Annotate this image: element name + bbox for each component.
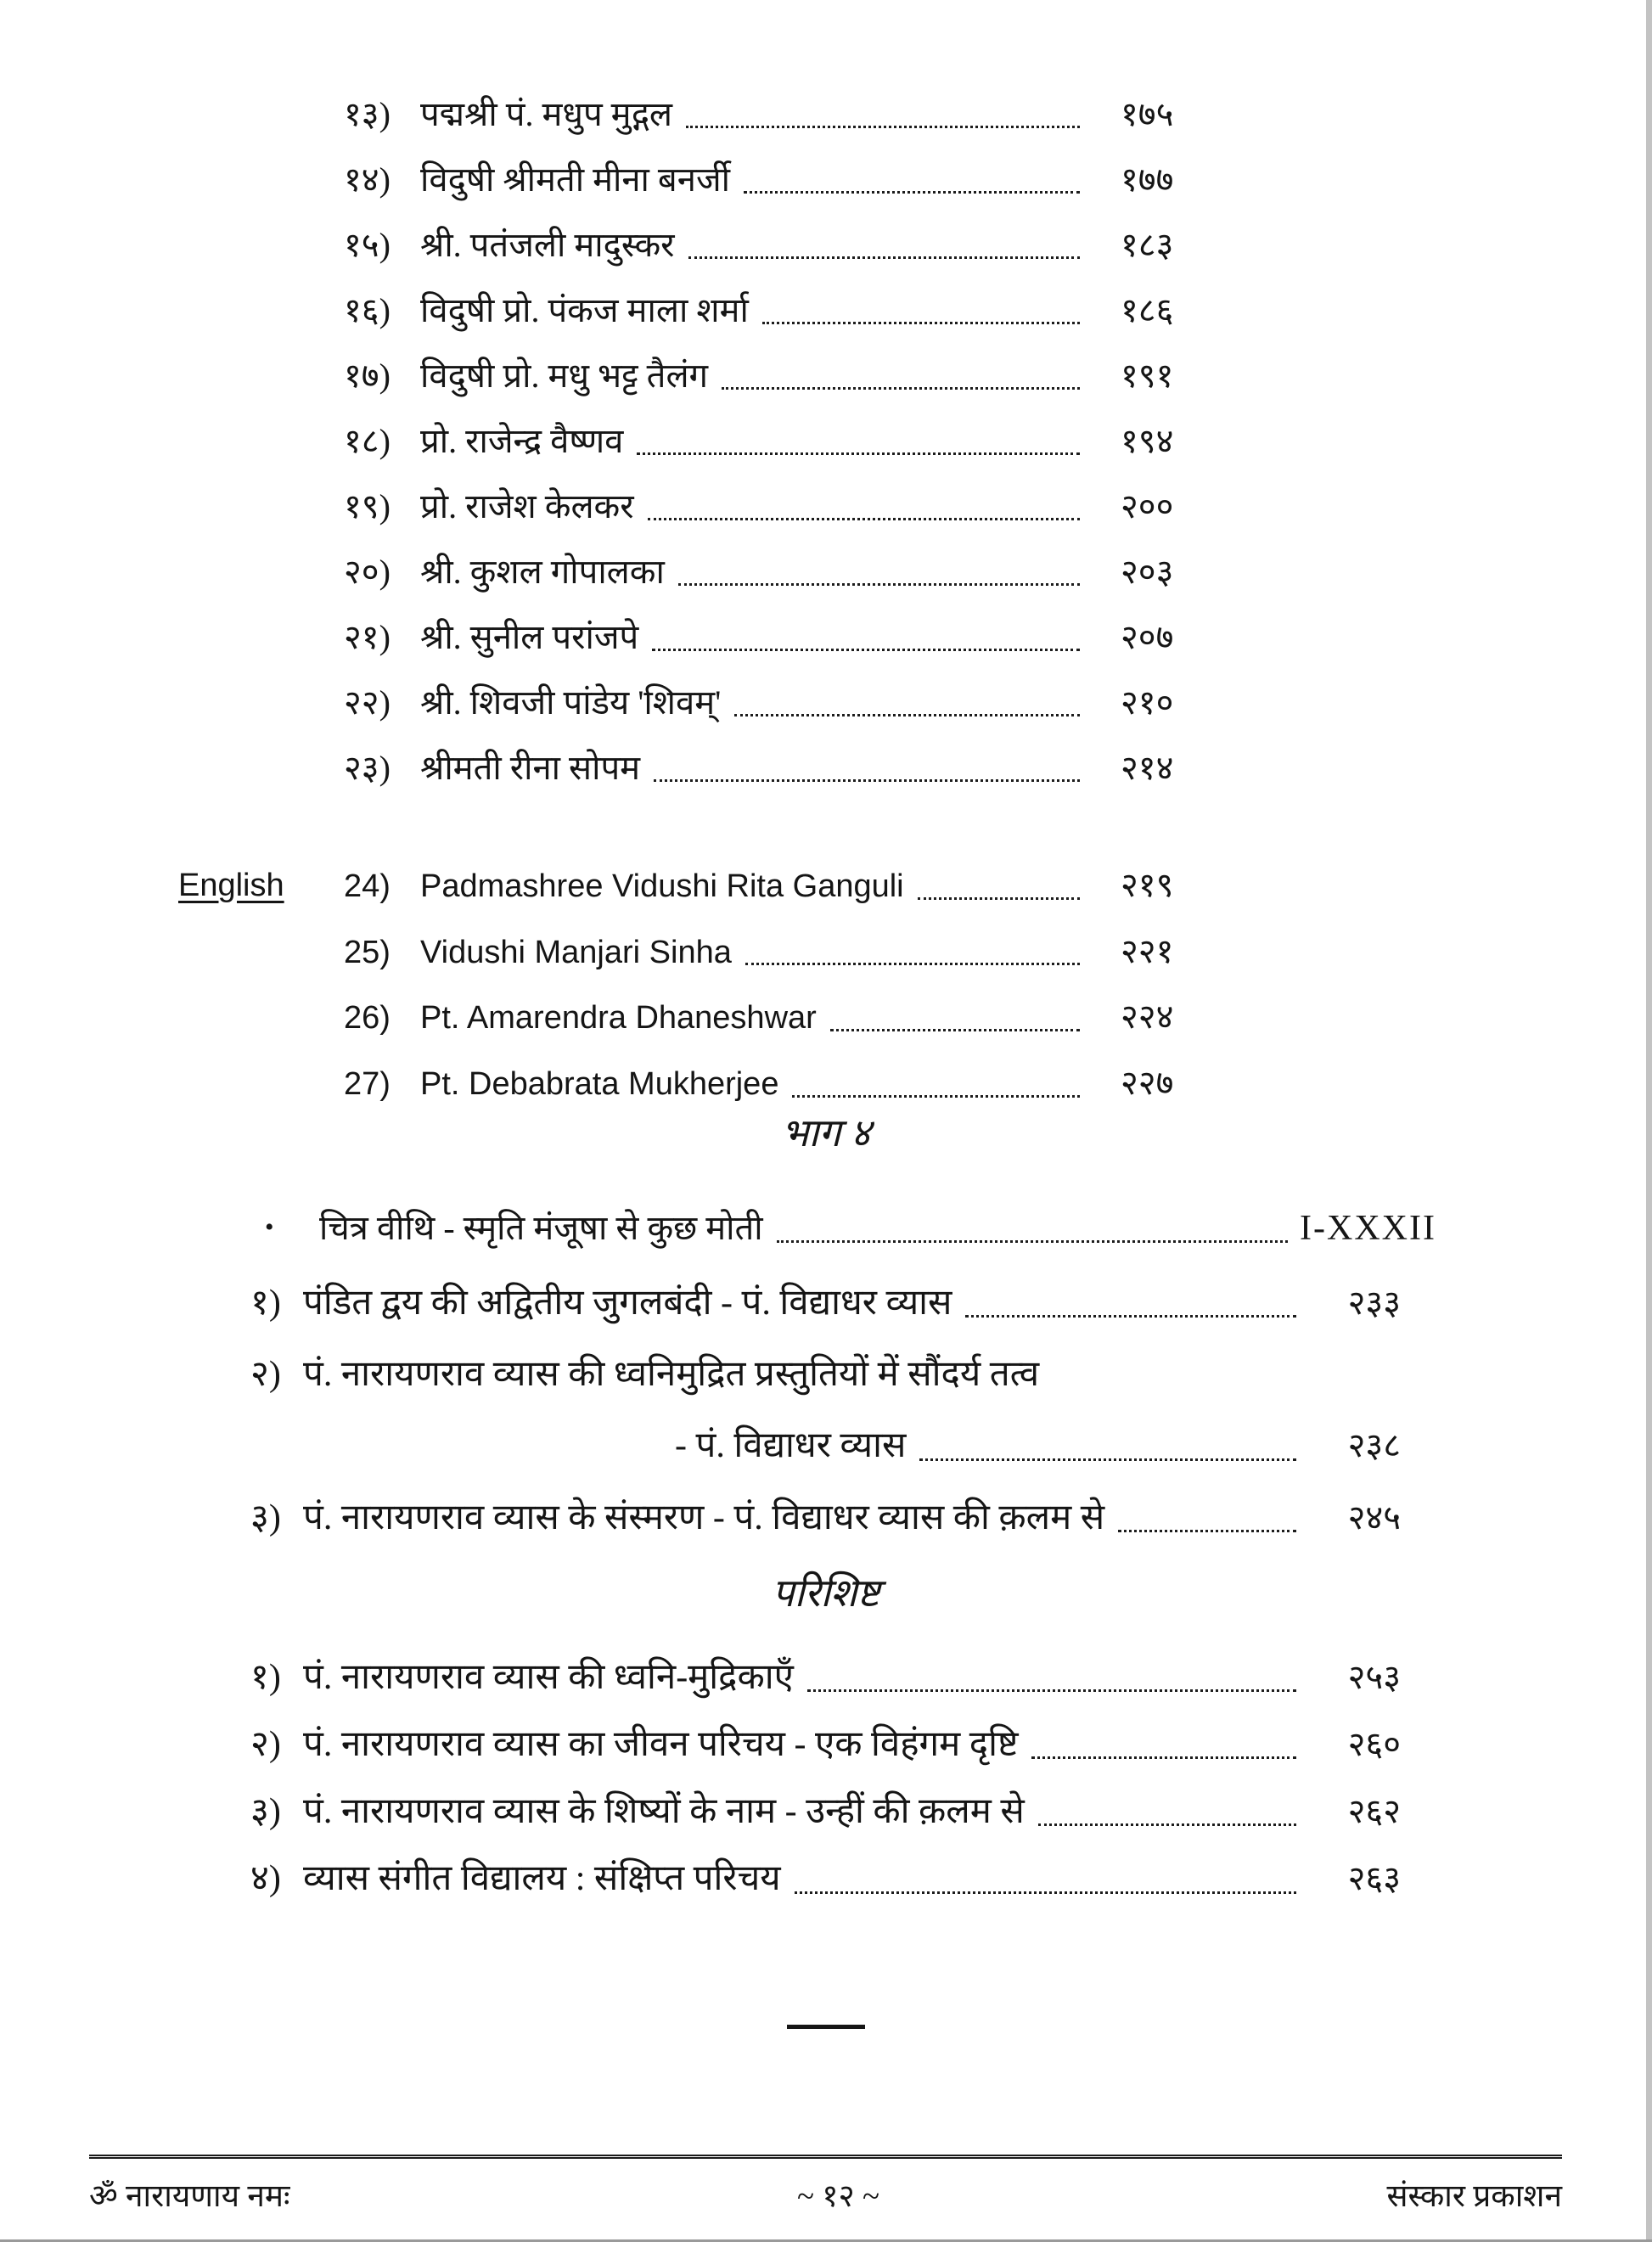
dot-leader bbox=[654, 779, 1080, 782]
item-title: पं. नारायणराव व्यास की ध्वनि-मुद्रिकाएँ bbox=[303, 1657, 794, 1697]
dot-leader bbox=[688, 256, 1080, 259]
item-title: पंडित द्वय की अद्वितीय जुगलबंदी - पं. विद्याधर व्यास bbox=[303, 1283, 952, 1323]
item-number: १५) bbox=[344, 226, 391, 264]
item-number: १३) bbox=[344, 95, 391, 133]
footer-publisher: संस्कार प्रकाशन bbox=[1386, 2179, 1562, 2214]
toc-row bbox=[344, 749, 1205, 788]
item-number: 24) bbox=[344, 868, 391, 904]
part4-heading: भाग ४ bbox=[781, 1111, 871, 1155]
toc-row bbox=[344, 932, 1205, 972]
item-title: Vidushi Manjari Sinha bbox=[420, 934, 732, 970]
item-page: २६२ bbox=[1347, 1792, 1401, 1831]
item-title: पं. नारायणराव व्यास की ध्वनिमुद्रित प्रस्तुतियों में सौंदर्य तत्व bbox=[303, 1355, 1040, 1395]
toc-row bbox=[344, 291, 1205, 330]
appendix-heading: परिशिष्ट bbox=[772, 1571, 880, 1615]
item-page: १७५ bbox=[1121, 95, 1174, 133]
footer-page-number: ~ १२ ~ bbox=[796, 2179, 879, 2214]
dot-leader bbox=[762, 322, 1080, 324]
appendix-items bbox=[250, 1657, 1401, 1900]
item-title: श्रीमती रीना सोपम bbox=[420, 749, 641, 787]
toc-main-list bbox=[178, 95, 1205, 1130]
toc-row bbox=[344, 160, 1205, 199]
item-title: प्रो. राजेश केलकर bbox=[420, 487, 634, 525]
toc-row bbox=[344, 487, 1205, 526]
bullet-icon: • bbox=[265, 1213, 274, 1242]
item-page: २०० bbox=[1121, 487, 1174, 525]
item-page: २०३ bbox=[1121, 553, 1174, 591]
item-title: पद्मश्री पं. मधुप मुद्गल bbox=[420, 95, 673, 133]
dot-leader bbox=[1038, 1823, 1296, 1826]
item-page: २६३ bbox=[1347, 1859, 1401, 1898]
item-page: १८३ bbox=[1121, 226, 1174, 264]
item-title: व्यास संगीत विद्यालय : संक्षिप्त परिचय bbox=[303, 1859, 781, 1899]
item-page: २१० bbox=[1121, 683, 1174, 722]
item-page: १७७ bbox=[1121, 160, 1174, 199]
item-number: १६) bbox=[344, 291, 391, 329]
item-number: ३) bbox=[250, 1497, 281, 1537]
item-page: २१४ bbox=[1121, 749, 1174, 787]
item-page: २६० bbox=[1347, 1724, 1401, 1763]
english-section-label: English bbox=[178, 868, 284, 903]
dot-leader bbox=[744, 191, 1080, 194]
item-title: श्री. सुनील परांजपे bbox=[420, 618, 639, 656]
dot-leader bbox=[734, 714, 1080, 716]
item-number: 27) bbox=[344, 1066, 391, 1103]
dot-leader bbox=[652, 649, 1080, 651]
item-number: ३) bbox=[250, 1792, 281, 1832]
item-number: १४) bbox=[344, 160, 391, 199]
toc-row bbox=[250, 1283, 1401, 1323]
english-section bbox=[178, 866, 1205, 1104]
toc-row bbox=[250, 1858, 1401, 1899]
item-page: २३८ bbox=[1347, 1426, 1401, 1465]
dot-leader bbox=[830, 1029, 1080, 1031]
dot-leader bbox=[919, 1458, 1296, 1461]
item-page: २२७ bbox=[1121, 1064, 1174, 1103]
dot-leader bbox=[678, 583, 1080, 586]
toc-row bbox=[344, 95, 1205, 134]
item-page: २१९ bbox=[1121, 866, 1174, 904]
item-title: विदुषी श्रीमती मीना बनर्जी bbox=[420, 160, 730, 199]
item-title: प्रो. राजेन्द्र वैष्णव bbox=[420, 422, 624, 460]
item-page: २४५ bbox=[1347, 1497, 1401, 1537]
item-title: Padmashree Vidushi Rita Ganguli bbox=[420, 868, 904, 904]
dot-leader bbox=[722, 387, 1080, 390]
part4-section bbox=[0, 1112, 1652, 1538]
item-number: 26) bbox=[344, 1000, 391, 1037]
item-number: १) bbox=[250, 1283, 281, 1323]
toc-row bbox=[265, 1208, 1436, 1249]
item-page: १९१ bbox=[1121, 357, 1174, 395]
dot-leader bbox=[686, 126, 1080, 128]
dot-leader bbox=[918, 897, 1080, 900]
item-number: १८) bbox=[344, 422, 391, 460]
toc-row bbox=[344, 683, 1205, 722]
part4-items bbox=[250, 1283, 1401, 1538]
item-page: २०७ bbox=[1121, 618, 1174, 656]
toc-row bbox=[344, 226, 1205, 265]
toc-row bbox=[250, 1724, 1401, 1765]
item-page: १९४ bbox=[1121, 422, 1174, 460]
dot-leader bbox=[637, 452, 1080, 455]
item-title: चित्र वीथि - स्मृति मंजूषा से कुछ मोती bbox=[319, 1208, 763, 1247]
item-page: २५३ bbox=[1347, 1657, 1401, 1696]
toc-row bbox=[344, 553, 1205, 592]
toc-row bbox=[344, 357, 1205, 396]
item-author: - पं. विद्याधर व्यास bbox=[675, 1426, 907, 1466]
toc-row bbox=[178, 866, 1205, 906]
item-title: Pt. Amarendra Dhaneshwar bbox=[420, 1000, 817, 1037]
item-number: २) bbox=[250, 1355, 281, 1395]
dot-leader bbox=[648, 518, 1080, 520]
item-number: २३) bbox=[344, 749, 391, 787]
toc-row bbox=[250, 1354, 1401, 1395]
item-page: २३३ bbox=[1347, 1283, 1401, 1322]
item-title: विदुषी प्रो. पंकज माला शर्मा bbox=[420, 291, 749, 329]
item-title: श्री. कुशल गोपालका bbox=[420, 553, 665, 591]
dot-leader bbox=[1031, 1756, 1296, 1759]
toc-row bbox=[344, 618, 1205, 657]
item-page: २२१ bbox=[1121, 931, 1174, 970]
item-title: पं. नारायणराव व्यास के संस्मरण - पं. विद्याधर व्यास की क़लम से bbox=[303, 1497, 1105, 1537]
item-number: २) bbox=[250, 1724, 281, 1764]
toc-row bbox=[250, 1497, 1401, 1538]
item-number: १) bbox=[250, 1657, 281, 1697]
item-number: २०) bbox=[344, 553, 391, 591]
toc-row bbox=[344, 997, 1205, 1037]
item-title: श्री. पतंजली मादुस्कर bbox=[420, 226, 675, 264]
item-title: श्री. शिवजी पांडेय 'शिवम्' bbox=[420, 683, 722, 722]
item-page: १८६ bbox=[1121, 291, 1174, 329]
item-number: २२) bbox=[344, 683, 391, 722]
item-title: Pt. Debabrata Mukherjee bbox=[420, 1066, 779, 1103]
page-footer bbox=[89, 2155, 1562, 2216]
dot-leader bbox=[1118, 1530, 1296, 1532]
item-number: 25) bbox=[344, 934, 391, 970]
appendix-section bbox=[0, 1572, 1652, 1900]
end-divider bbox=[787, 2025, 865, 2029]
item-title: विदुषी प्रो. मधु भट्ट तैलंग bbox=[420, 357, 709, 395]
toc-row bbox=[344, 1064, 1205, 1104]
toc-row bbox=[250, 1657, 1401, 1698]
item-number: १७) bbox=[344, 357, 391, 395]
footer-invocation: ॐ नारायणाय नमः bbox=[89, 2179, 290, 2214]
dot-leader bbox=[807, 1689, 1296, 1692]
toc-row bbox=[344, 422, 1205, 461]
item-title: पं. नारायणराव व्यास के शिष्यों के नाम - उन्हीं की क़लम से bbox=[303, 1792, 1025, 1832]
item-title: पं. नारायणराव व्यास का जीवन परिचय - एक विहंगम दृष्टि bbox=[303, 1724, 1019, 1764]
toc-row-continuation bbox=[250, 1425, 1401, 1466]
item-number: २१) bbox=[344, 618, 391, 656]
dot-leader bbox=[777, 1240, 1288, 1243]
toc-row bbox=[250, 1791, 1401, 1832]
dot-leader bbox=[745, 963, 1080, 965]
item-number: १९) bbox=[344, 487, 391, 525]
dot-leader bbox=[795, 1891, 1296, 1894]
item-page: I-XXXII bbox=[1300, 1208, 1436, 1248]
dot-leader bbox=[792, 1095, 1080, 1098]
scan-edge bbox=[1646, 0, 1652, 2242]
item-page: २२४ bbox=[1121, 997, 1174, 1037]
dot-leader bbox=[965, 1315, 1296, 1318]
item-number: ४) bbox=[250, 1859, 281, 1899]
